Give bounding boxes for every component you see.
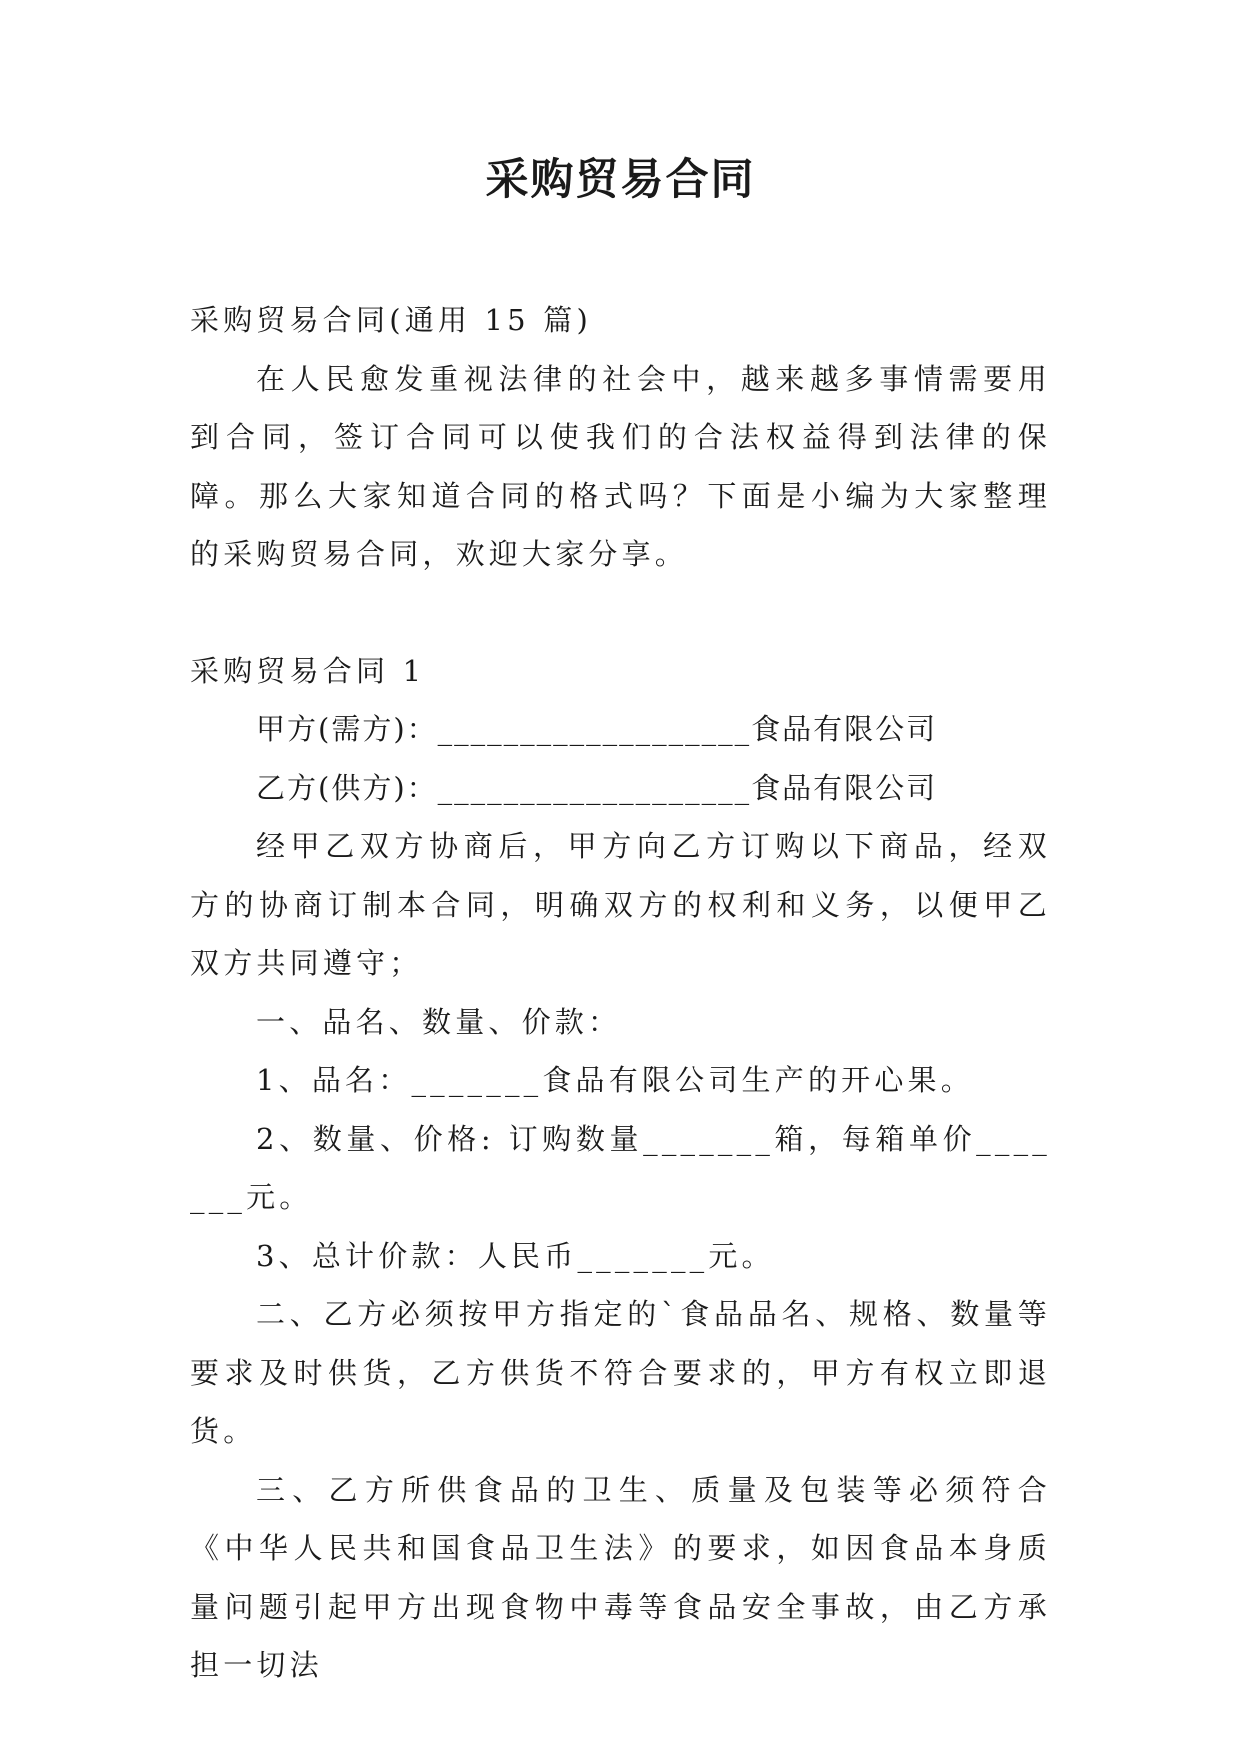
preamble-paragraph: 经甲乙双方协商后，甲方向乙方订购以下商品，经双方的协商订制本合同，明确双方的权利和义务，以便甲乙双方共同遵守； [190,829,1051,980]
document-subtitle: 采购贸易合同(通用 15 篇) [190,303,592,337]
paragraph-spacer [190,584,1051,642]
clause-1-item-3: 3、总计价款：人民币_______元。 [256,1238,775,1273]
document-title: 采购贸易合同 [485,155,756,205]
party-a-line: 甲方(需方)：___________________食品有限公司 [256,712,938,746]
document-body [190,291,1051,1695]
section-heading: 采购贸易合同 1 [190,653,426,688]
clause-1-heading: 一、品名、数量、价款： [256,1004,622,1039]
clause-1-item-1: 1、品名：_______食品有限公司生产的开心果。 [256,1063,974,1097]
clause-3-paragraph: 三、乙方所供食品的卫生、质量及包装等必须符合《中华人民共和国食品卫生法》的要求，如因食品本身质量问题引起甲方出现食物中毒等食品安全事故，由乙方承担一切法 [190,1472,1051,1682]
party-b-line: 乙方(供方)：___________________食品有限公司 [256,770,938,805]
intro-paragraph: 在人民愈发重视法律的社会中，越来越多事情需要用到合同，签订合同可以使我们的合法权益得到法律的保障。那么大家知道合同的格式吗？下面是小编为大家整理的采购贸易合同，欢迎大家分享。 [190,361,1051,571]
clause-2-paragraph: 二、乙方必须按甲方指定的`食品品名、规格、数量等要求及时供货，乙方供货不符合要求的，甲方有权立即退货。 [190,1297,1051,1448]
clause-1-item-2: 2、数量、价格: 订购数量_______箱，每箱单价_______元。 [190,1121,1051,1214]
